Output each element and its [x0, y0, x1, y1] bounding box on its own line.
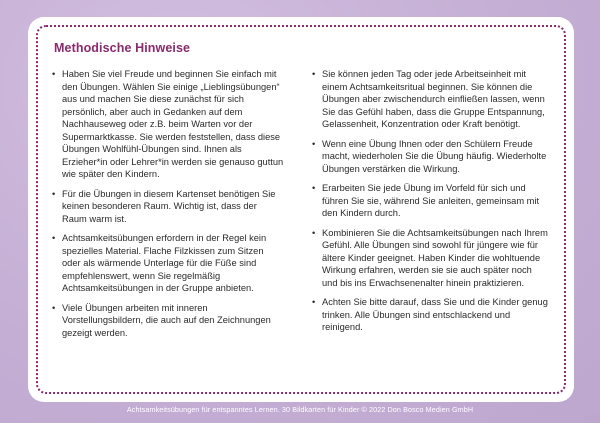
list-item: • Für die Übungen in diesem Kartenset benötigen Sie keinen besonderen Raum. Wichtig ist, dass der Raum warm ist.: [52, 188, 276, 224]
list-item: • Viele Übungen arbeiten mit inneren Vorstellungsbildern, die auch auf den Zeichnungen gezeigt werden.: [52, 302, 271, 338]
list-item: • Sie können jeden Tag oder jede Arbeitseinheit mit einem Achtsamkeitsritual beginnen. Sie können die Übungen aber zwischendurch einfließen lassen, wenn Sie das Gefühl haben, dass die Gruppe Entspannung, Gelassenheit, Konzentration oder Kraft benötigt.: [312, 69, 545, 129]
bullet-icon: •: [312, 227, 316, 238]
copyright-footer: Achtsamkeitsübungen für entspanntes Lernen. 30 Bildkarten für Kinder © 2022 Don Bosco Medien GmbH: [126, 405, 474, 414]
list-item: • Kombinieren Sie die Achtsamkeitsübungen nach Ihrem Gefühl. Alle Übungen sind sowohl für jüngere wie für ältere Kinder geeignet. Haben Kinder die wohltuende Wirkung erfahren, werden sie sie auch später noch und bis ins Erwachsenenalter hinein praktizieren.: [312, 227, 548, 288]
bullet-icon: •: [312, 138, 316, 149]
instruction-card: [28, 17, 574, 402]
left-column: [52, 68, 284, 346]
bullet-icon: •: [312, 69, 316, 79]
bullet-icon: •: [52, 233, 56, 243]
bullet-icon: •: [52, 302, 56, 313]
right-column: [312, 68, 548, 341]
list-item: • Wenn eine Übung Ihnen oder den Schülern Freude macht, wiederholen Sie die Übung häufig. Wiederholte Übungen verstärken die Wirkung.: [312, 138, 547, 174]
card-title: Methodische Hinweise: [54, 41, 191, 55]
list-item: • Haben Sie viel Freude und beginnen Sie einfach mit den Übungen. Wählen Sie einige „Lieblingsübungen“ aus und machen Sie diese zunächst für sich persönlich, aber auch in Gedanken auf dem Nachhauseweg oder z.B. beim Warten vor der Supermarktkasse. Sie werden feststellen, dass diese Übungen Wohlfühl-Übungen sind. Ihnen als Erzieher*in oder Lehrer*in werden sie genauso guttun wie später den Kindern.: [52, 69, 284, 179]
bullet-icon: •: [52, 188, 56, 199]
list-item: • Erarbeiten Sie jede Übung im Vorfeld für sich und führen Sie sie, während Sie anleiten, gemeinsam mit den Kindern durch.: [312, 183, 540, 218]
bullet-icon: •: [312, 297, 316, 307]
list-item: • Achtsamkeitsübungen erfordern in der Regel kein spezielles Material. Flache Filzkissen zum Sitzen oder als wärmende Unterlage für die Füße sind empfehlenswert, wenn Sie regelmäßig Achtsamkeitsübungen in der Gruppe anbieten.: [52, 233, 267, 293]
list-item: • Achten Sie bitte darauf, dass Sie und die Kinder genug trinken. Alle Übungen sind entschlackend und reinigend.: [312, 297, 548, 332]
bullet-icon: •: [52, 69, 56, 79]
bullet-icon: •: [312, 183, 316, 193]
